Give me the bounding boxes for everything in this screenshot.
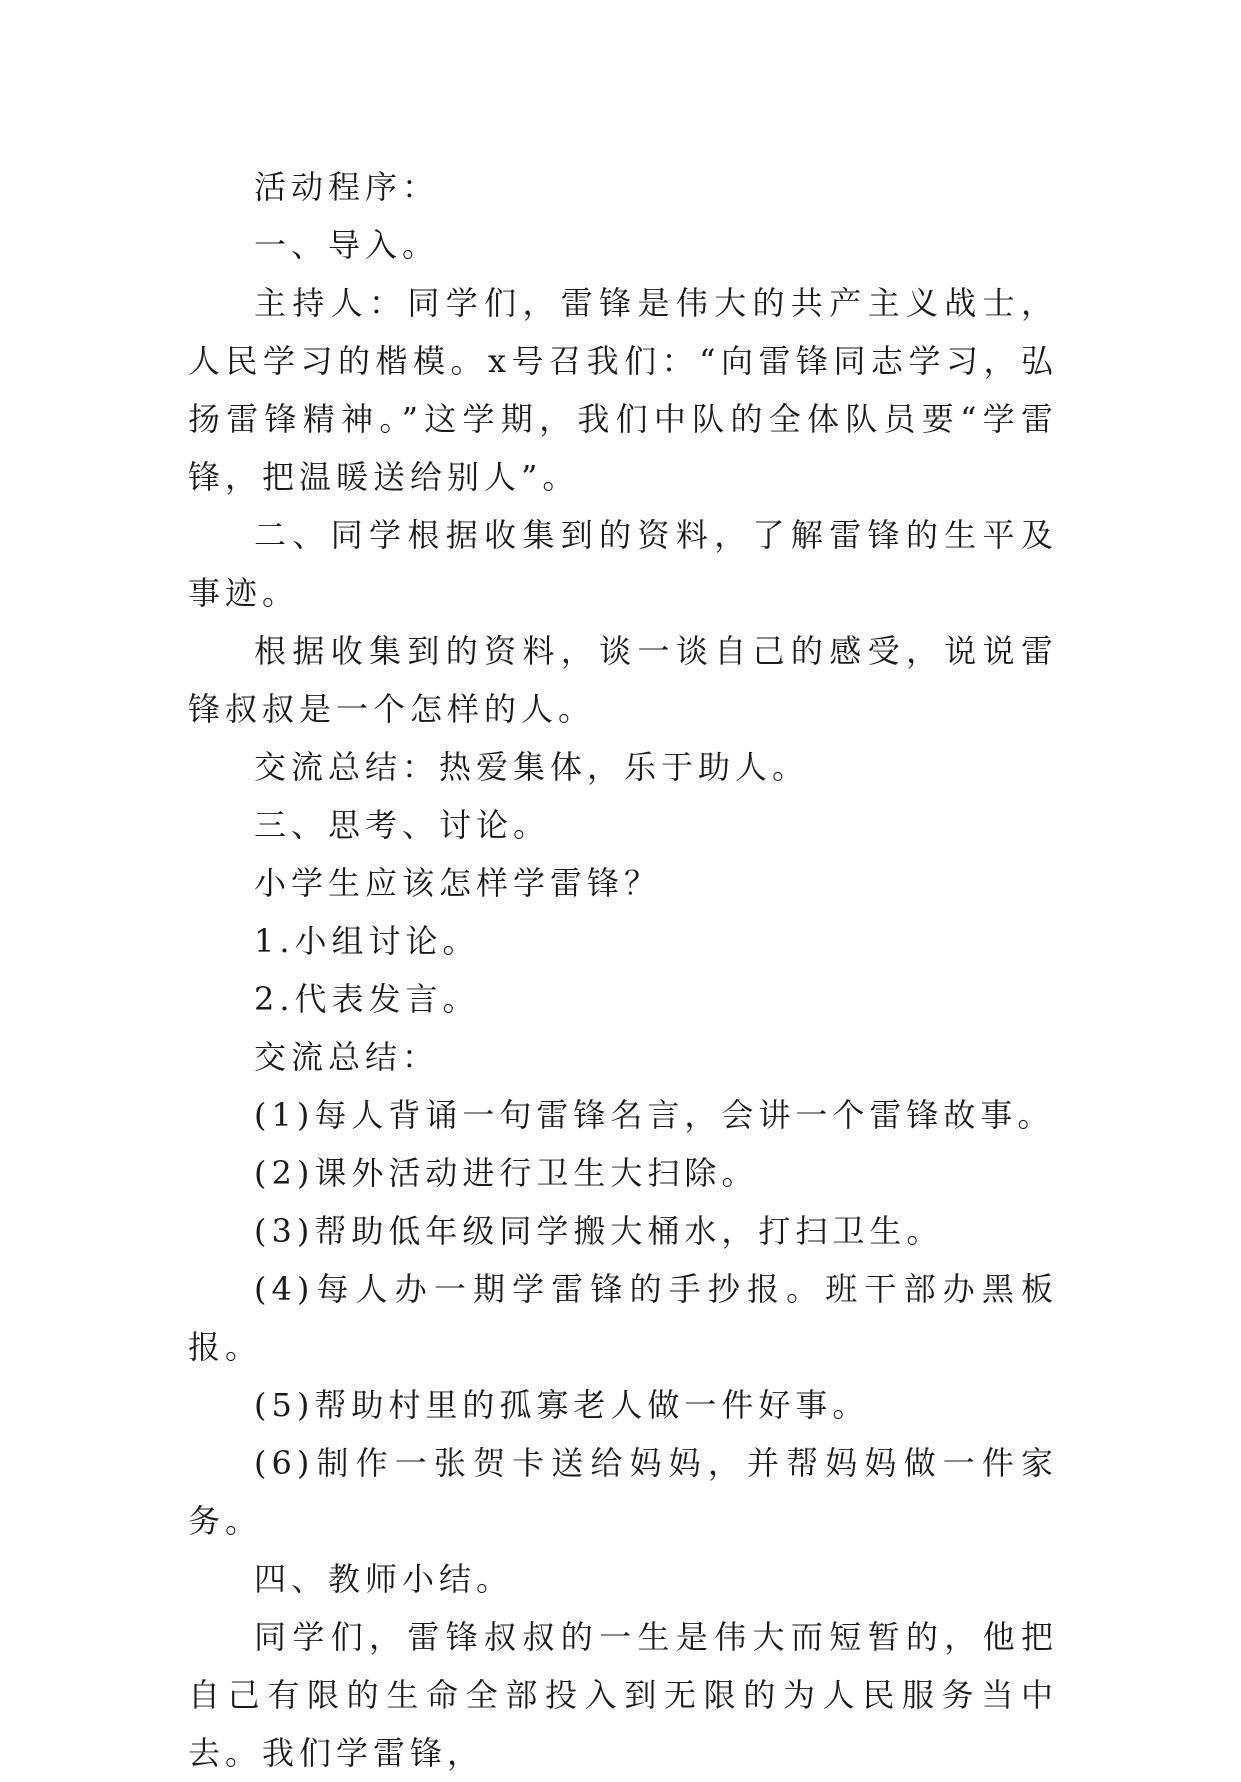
paragraph-program-heading: 活动程序： (254, 168, 440, 206)
list-item-6: (6)制作一张贺卡送给妈妈，并帮妈妈做一件家务。 (188, 1444, 1058, 1540)
paragraph-section-2: 二、同学根据收集到的资料，了解雷锋的生平及事迹。 (188, 516, 1058, 612)
paragraph-question: 小学生应该怎样学雷锋？ (254, 864, 662, 902)
paragraph-teacher-summary: 同学们，雷锋叔叔的一生是伟大而短暂的，他把自己有限的生命全部投入到无限的为人民服务当中去。我们学雷锋， (188, 1618, 1058, 1772)
paragraph-summary-2: 交流总结： (254, 1038, 440, 1076)
list-item-5: (5)帮助村里的孤寡老人做一件好事。 (254, 1386, 870, 1424)
list-item-3: (3)帮助低年级同学搬大桶水，打扫卫生。 (254, 1212, 944, 1250)
list-item-1: (1)每人背诵一句雷锋名言，会讲一个雷锋故事。 (254, 1096, 1055, 1134)
paragraph-discussion: 根据收集到的资料，谈一谈自己的感受，说说雷锋叔叔是一个怎样的人。 (188, 632, 1058, 728)
paragraph-step-2: 2.代表发言。 (254, 980, 480, 1018)
document-body (188, 158, 1058, 1782)
paragraph-summary-1: 交流总结：热爱集体，乐于助人。 (254, 748, 810, 786)
paragraph-section-3: 三、思考、讨论。 (254, 806, 551, 844)
paragraph-step-1: 1.小组讨论。 (254, 922, 480, 960)
paragraph-host-intro: 主持人：同学们，雷锋是伟大的共产主义战士，人民学习的楷模。x号召我们：“向雷锋同志学习，弘扬雷锋精神。”这学期，我们中队的全体队员要“学雷锋，把温暖送给别人”。 (188, 284, 1058, 496)
paragraph-section-4: 四、教师小结。 (254, 1560, 514, 1598)
list-item-2: (2)课外活动进行卫生大扫除。 (254, 1154, 759, 1192)
list-item-4: (4)每人办一期学雷锋的手抄报。班干部办黑板报。 (188, 1270, 1058, 1366)
paragraph-section-1: 一、导入。 (254, 226, 440, 264)
